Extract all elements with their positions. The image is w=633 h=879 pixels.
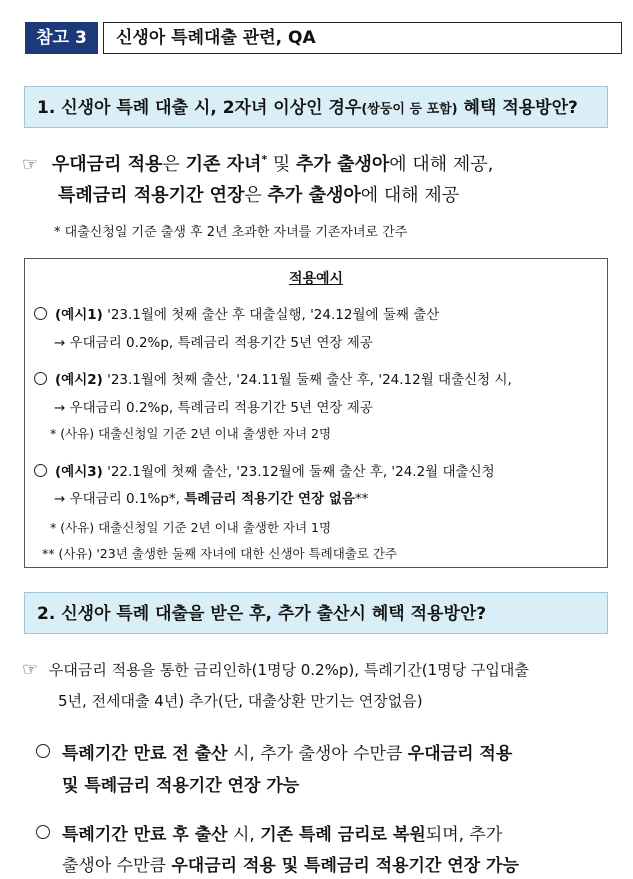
page-title: 신생아 특례대출 관련, QA — [103, 22, 622, 54]
example-3-result-mark: ** — [354, 491, 369, 507]
example-3-label: (예시3) — [55, 464, 103, 480]
circle-bullet-icon — [34, 464, 47, 477]
answer-1-line-1 — [22, 150, 493, 176]
bullet-2-text: 시, — [227, 825, 261, 845]
question-1-prefix: 1. 신생아 특례 대출 시, 2자녀 이상인 경우 — [37, 98, 362, 118]
answer-1-line-2 — [58, 181, 459, 207]
answer-1-text: 에 대해 제공, — [389, 154, 494, 175]
bullet-1-before-expiry: 특례기간 만료 전 출산 — [62, 744, 228, 764]
example-2-reason: * (사유) 대출신청일 기준 2년 이내 출생한 자녀 2명 — [50, 426, 332, 441]
answer-2-text: 우대금리 적용을 통한 금리인하(1명당 0.2%p), 특례기간(1명당 구입대출 — [48, 661, 529, 679]
answer-2-line-1 — [22, 659, 529, 680]
example-3-text: '22.1월에 첫째 출산, '23.12월에 둘째 출산 후, '24.2월 대출신청 — [102, 464, 495, 480]
answer-1-preferential-rate: 우대금리 적용 — [51, 154, 163, 175]
answer-2-line-2: 5년, 전세대출 4년) 추가(단, 대출상환 만기는 연장없음) — [58, 692, 423, 710]
bullet-2-text: 되며, 추가 — [425, 825, 503, 845]
bullet-1-line-1 — [36, 739, 512, 764]
pointing-hand-icon: ☞ — [22, 659, 39, 680]
example-2-text: '23.1월에 첫째 출산, '24.11월 둘째 출산 후, '24.12월 대출신청 시, — [102, 372, 512, 388]
example-2-label: (예시2) — [55, 372, 103, 388]
circle-bullet-icon — [36, 744, 50, 758]
answer-1-text: 에 대해 제공 — [360, 185, 460, 206]
example-2-result: → 우대금리 0.2%p, 특례금리 적용기간 5년 연장 제공 — [54, 400, 373, 416]
answer-1-period-extension: 특례금리 적용기간 연장 — [58, 185, 245, 206]
example-3-reason-1: * (사유) 대출신청일 기준 2년 이내 출생한 자녀 1명 — [50, 520, 332, 535]
bullet-2-restore-rate: 기존 특례 금리로 복원 — [260, 825, 426, 845]
reference-badge: 참고 3 — [25, 22, 98, 54]
example-2 — [34, 368, 512, 388]
example-3-result — [54, 487, 368, 507]
bullet-2-preferential-extension: 우대금리 적용 및 특례금리 적용기간 연장 가능 — [171, 856, 519, 876]
question-1-suffix: 혜택 적용방안? — [457, 98, 578, 118]
circle-bullet-icon — [36, 825, 50, 839]
example-3-result-no-extension: 특례금리 적용기간 연장 없음 — [184, 491, 355, 507]
answer-1-text: 은 — [162, 154, 186, 175]
question-1-paren: (쌍둥이 등 포함) — [361, 102, 458, 117]
answer-1-additional-newborn: 추가 출생아 — [296, 154, 390, 175]
example-1-text: '23.1월에 첫째 출산 후 대출실행, '24.12월에 둘째 출산 — [102, 307, 440, 323]
answer-1-star: * — [261, 153, 268, 166]
bullet-2-text: 출생아 수만큼 — [62, 856, 172, 876]
example-3-result-rate: → 우대금리 0.1%p*, — [54, 491, 185, 507]
question-1-heading — [24, 86, 608, 128]
example-1-result: → 우대금리 0.2%p, 특례금리 적용기간 5년 연장 제공 — [54, 335, 373, 351]
bullet-1-line-2: 및 특례금리 적용기간 연장 가능 — [62, 776, 300, 796]
example-3 — [34, 460, 495, 480]
answer-1-footnote: * 대출신청일 기준 출생 후 2년 초과한 자녀를 기존자녀로 간주 — [54, 225, 408, 240]
circle-bullet-icon — [34, 307, 47, 320]
example-3-reason-2: ** (사유) '23년 출생한 둘째 자녀에 대한 신생아 특례대출로 간주 — [42, 546, 398, 561]
bullet-2-line-2 — [62, 851, 519, 876]
answer-1-text: 은 — [244, 185, 268, 206]
example-1-label: (예시1) — [55, 307, 103, 323]
bullet-2-after-expiry: 특례기간 만료 후 출산 — [62, 825, 228, 845]
answer-1-text: 및 — [267, 154, 297, 175]
bullet-1-preferential-rate: 우대금리 적용 — [407, 744, 513, 764]
examples-title: 적용예시 — [288, 271, 344, 287]
bullet-2-line-1 — [36, 820, 502, 845]
example-1 — [34, 303, 439, 323]
answer-1-existing-child: 기존 자녀 — [185, 154, 262, 175]
circle-bullet-icon — [34, 372, 47, 385]
pointing-hand-icon: ☞ — [22, 154, 39, 175]
bullet-1-text: 시, 추가 출생아 수만큼 — [227, 744, 408, 764]
question-2-heading: 2. 신생아 특례 대출을 받은 후, 추가 출산시 혜택 적용방안? — [24, 592, 608, 634]
answer-1-additional-newborn: 추가 출생아 — [267, 185, 361, 206]
